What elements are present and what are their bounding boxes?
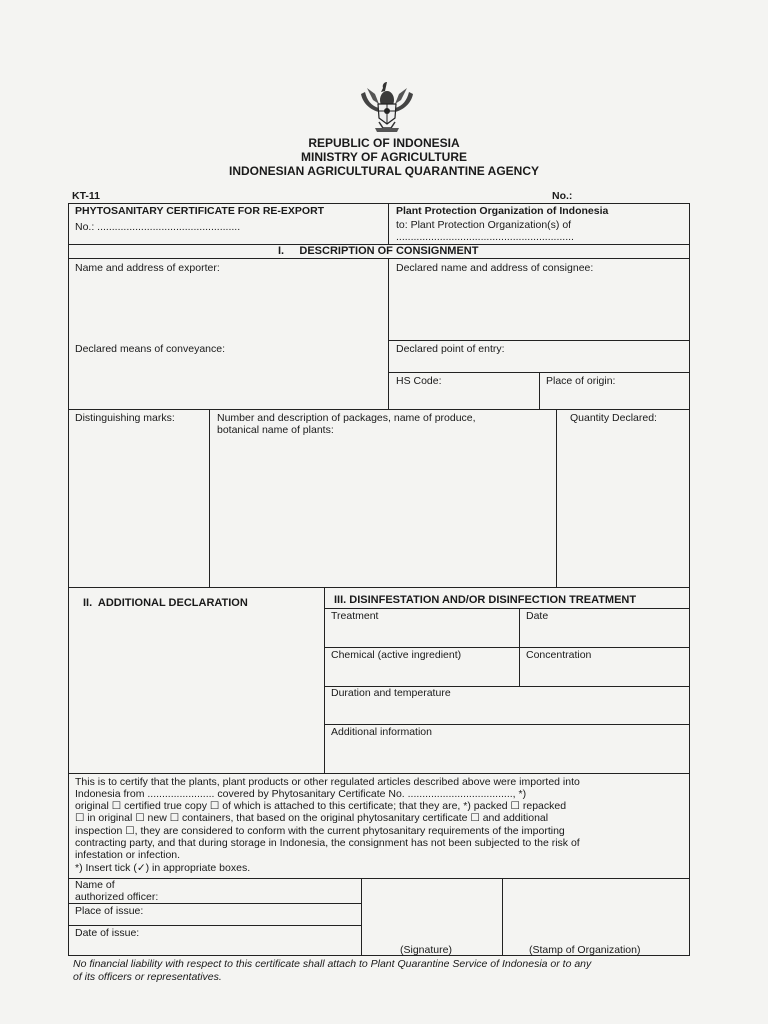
officer-name-label-2: authorized officer:	[75, 891, 159, 903]
header-republic: REPUBLIC OF INDONESIA	[308, 136, 460, 150]
certification-line-7: infestation or infection.	[75, 849, 181, 861]
certification-line-1: This is to certify that the plants, plant products or other regulated articles described above were imported into	[75, 776, 580, 788]
consignee-field[interactable]	[389, 275, 689, 339]
hs-code-label: HS Code:	[396, 375, 442, 387]
insert-tick-note: *) Insert tick (✓) in appropriate boxes.	[75, 862, 251, 874]
certificate-title: PHYTOSANITARY CERTIFICATE FOR RE-EXPORT	[75, 205, 325, 217]
certification-line-2: Indonesia from ....................... covered by Phytosanitary Certificate No. ...................................., *)	[75, 788, 527, 800]
destination-ppo-label: to: Plant Protection Organization(s) of	[396, 219, 572, 231]
stamp-label: (Stamp of Organization)	[529, 944, 641, 956]
chemical-label: Chemical (active ingredient)	[331, 649, 462, 661]
consignee-label: Declared name and address of consignee:	[396, 262, 594, 274]
place-of-issue-label: Place of issue:	[75, 905, 144, 917]
form-code: KT-11	[72, 190, 101, 202]
treatment-label: Treatment	[331, 610, 379, 622]
ppo-indonesia-label: Plant Protection Organization of Indonesia	[396, 205, 609, 217]
certification-line-3: original ☐ certified true copy ☐ of which is attached to this certificate; that they are, *) packed ☐ repacked	[75, 800, 567, 812]
exporter-label: Name and address of exporter:	[75, 262, 220, 274]
liability-footer-line-2: of its officers or representatives.	[73, 971, 222, 983]
section-3-title: III. DISINFESTATION AND/OR DISINFECTION TREATMENT	[334, 594, 637, 606]
section-1-title: I. DESCRIPTION OF CONSIGNMENT	[278, 245, 479, 257]
conveyance-label: Declared means of conveyance:	[75, 343, 225, 355]
signature-field[interactable]	[362, 879, 501, 939]
section-2-title: II. ADDITIONAL DECLARATION	[83, 597, 248, 609]
entry-point-label: Declared point of entry:	[396, 343, 505, 355]
destination-ppo-field[interactable]: .............................................................	[396, 231, 574, 243]
garuda-emblem-icon	[357, 78, 417, 134]
treatment-date-label: Date	[526, 610, 549, 622]
header-agency: INDONESIAN AGRICULTURAL QUARANTINE AGENCY	[228, 164, 539, 178]
distinguishing-marks-label: Distinguishing marks:	[75, 412, 175, 424]
packages-label-line2: botanical name of plants:	[217, 424, 334, 436]
certification-line-5: inspection ☐, they are considered to conform with the current phytosanitary requirements of the importing	[75, 825, 565, 837]
packages-label-line1: Number and description of packages, name of produce,	[217, 412, 476, 424]
stamp-field[interactable]	[503, 879, 688, 939]
header-ministry: MINISTRY OF AGRICULTURE	[301, 150, 467, 164]
concentration-label: Concentration	[526, 649, 592, 661]
liability-footer-line-1: No financial liability with respect to this certificate shall attach to Plant Quarantine Service of Indonesia or to any	[73, 958, 592, 970]
duration-temperature-label: Duration and temperature	[331, 687, 451, 699]
top-number-label: No.:	[552, 190, 573, 202]
additional-information-label: Additional information	[331, 726, 432, 738]
certification-line-6: contracting party, and that during storage in Indonesia, the consignment has not been subjected to the risk of	[75, 837, 580, 849]
signature-label: (Signature)	[400, 944, 452, 956]
date-of-issue-label: Date of issue:	[75, 927, 140, 939]
officer-name-label-1: Name of	[75, 879, 115, 891]
place-of-origin-label: Place of origin:	[546, 375, 616, 387]
certification-line-4: ☐ in original ☐ new ☐ containers, that based on the original phytosanitary certificate ☐ and additional	[75, 812, 549, 824]
exporter-field[interactable]	[69, 275, 387, 339]
quantity-declared-label: Quantity Declared:	[570, 412, 657, 424]
certificate-number-field[interactable]: No.: .................................................	[75, 221, 241, 233]
